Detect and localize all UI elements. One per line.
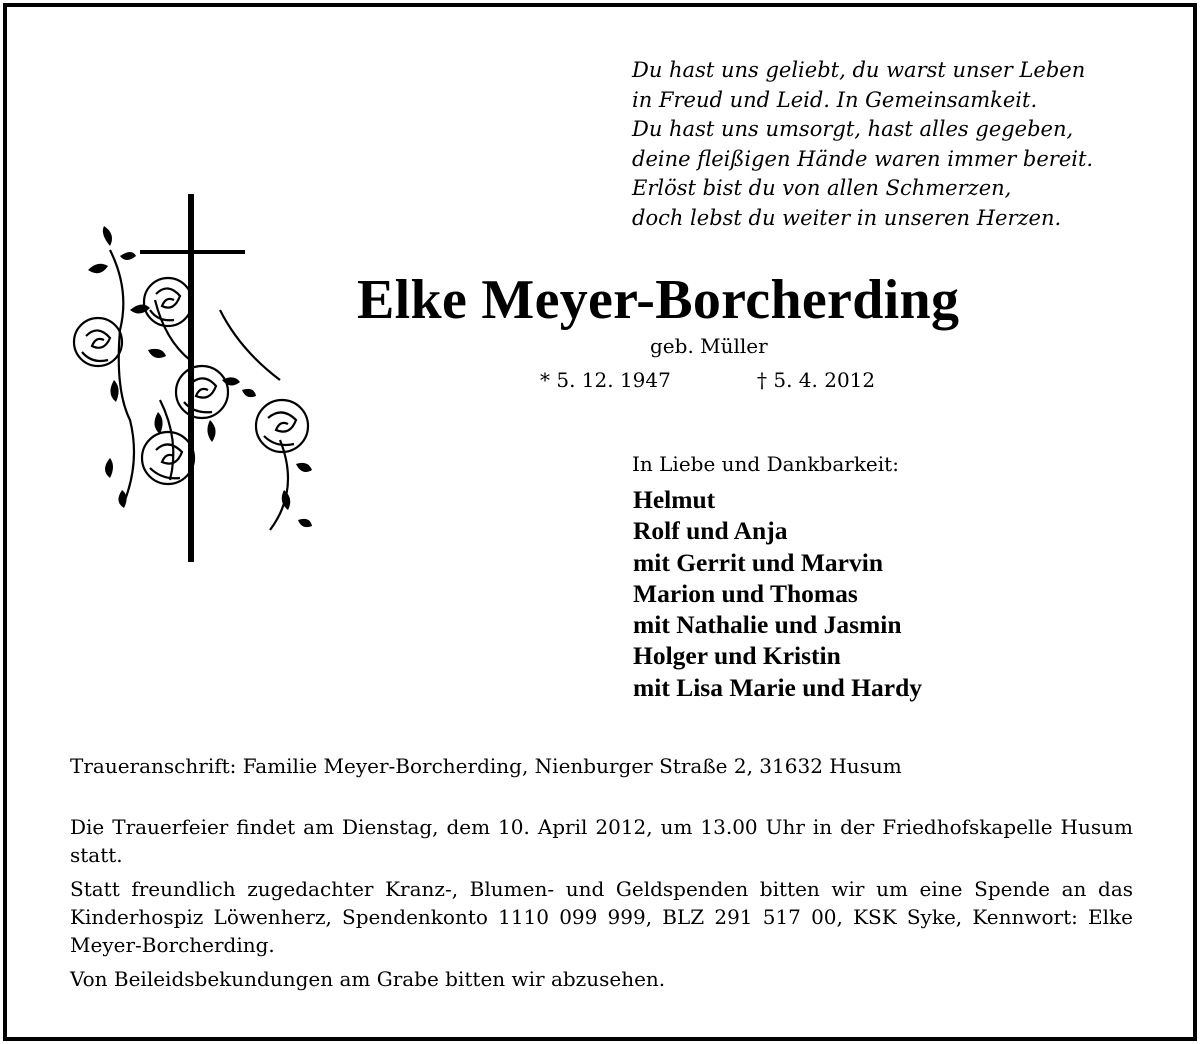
mourning-address: Traueranschrift: Familie Meyer-Borcherding, Nienburger Straße 2, 31632 Husum [70, 754, 902, 778]
poem-line: Du hast uns geliebt, du warst unser Leben [632, 58, 1086, 82]
poem-line: Erlöst bist du von allen Schmerzen, [632, 176, 1012, 200]
funeral-service-notice: Die Trauerfeier findet am Dienstag, dem 10. April 2012, um 13.00 Uhr in der Friedhofskapelle Husum statt. [70, 815, 1133, 867]
mourner-line: mit Gerrit und Marvin [633, 547, 884, 577]
poem-line: deine fleißigen Hände waren immer bereit. [632, 146, 1094, 171]
condolence-notice: Von Beileidsbekundungen am Grabe bitten wir abzusehen. [70, 967, 666, 991]
mourner-line: Marion und Thomas [633, 578, 858, 608]
mourner-line: Holger und Kristin [633, 641, 841, 671]
mourner-line: mit Lisa Marie und Hardy [633, 672, 923, 702]
poem [632, 56, 1093, 233]
mourner-line: mit Nathalie und Jasmin [633, 610, 902, 640]
mourner-line: Rolf und Anja [633, 516, 788, 546]
death-date: † 5. 4. 2012 [757, 368, 876, 392]
poem-line: in Freud und Leid. In Gemeinsamkeit. [632, 87, 1038, 112]
poem-line: doch lebst du weiter in unseren Herzen. [632, 205, 1062, 230]
cross-with-roses-icon [70, 190, 330, 580]
donation-notice: Statt freundlich zugedachter Kranz-, Blumen- und Geldspenden bitten wir um eine Spende an das Kinderhospiz Löwenherz, Spendenkonto 1110 099 999, BLZ 291 517 00, KSK Syke, Kennwort: Elke Meyer-Borcherding. [70, 877, 1133, 957]
notices [70, 813, 1133, 999]
mourners-intro: In Liebe und Dankbarkeit: [632, 452, 899, 476]
deceased-name: Elke Meyer-Borcherding [357, 269, 960, 331]
mourners-list [633, 484, 922, 703]
maiden-name: geb. Müller [650, 334, 768, 358]
birth-date: * 5. 12. 1947 [540, 368, 671, 392]
poem-line: Du hast uns umsorgt, hast alles gegeben, [632, 117, 1074, 141]
mourner-line: Helmut [633, 485, 716, 514]
